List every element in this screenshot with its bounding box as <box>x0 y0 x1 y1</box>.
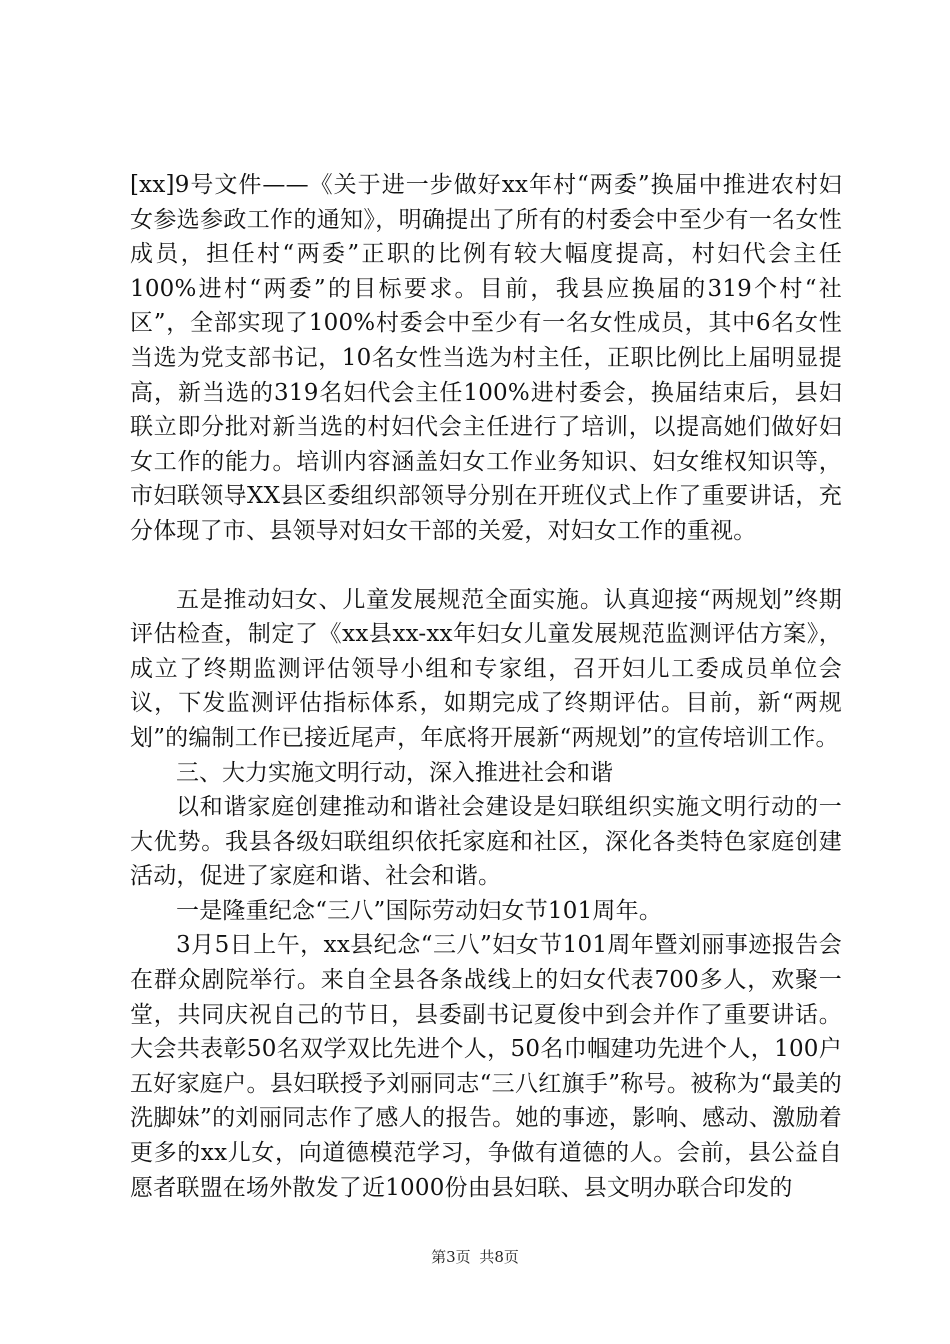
paragraph-womens-day-event: 3月5日上午，xx县纪念“三八”妇女节101周年暨刘丽事迹报告会在群众剧院举行。来自全县各条战线上的妇女代表700多人，欢聚一堂，共同庆祝自己的节日，县委副书记夏俊中到会并作了重要讲话。大会共表彰50名双学双比先进个人，50名巾帼建功先进个人，100户五好家庭户。县妇联授予刘丽同志“三八红旗手”称号。被称为“最美的洗脚妹”的刘丽同志作了感人的报告。她的事迹，影响、感动、激励着更多的xx儿女，向道德模范学习，争做有道德的人。会前，县公益自愿者联盟在场外散发了近1000份由县妇联、县文明办联合印发的 <box>130 932 842 1201</box>
page-number: 第3页 <box>431 1248 471 1266</box>
page-total: 共8页 <box>479 1248 519 1266</box>
paragraph-womens-day-title: 一是隆重纪念“三八”国际劳动妇女节101周年。 <box>176 897 663 924</box>
paragraph-harmonious-family: 以和谐家庭创建推动和谐社会建设是妇联组织实施文明行动的一大优势。我县各级妇联组织依托家庭和社区，深化各类特色家庭创建活动，促进了家庭和谐、社会和谐。 <box>130 794 842 890</box>
document-body <box>130 168 842 1205</box>
paragraph-election-notice: [xx]9号文件——《关于进一步做好xx年村“两委”换届中推进农村妇女参选参政工作的通知》，明确提出了所有的村委会中至少有一名女性成员，担任村“两委”正职的比例有较大幅度提高，村妇代会主任100%进村“两委”的目标要求。目前，我县应换届的319个村“社区”，全部实现了100%村委会中至少有一名女性成员，其中6名女性当选为党支部书记，10名女性当选为村主任，正职比例比上届明显提高，新当选的319名妇代会主任100%进村委会，换届结束后，县妇联立即分批对新当选的村妇代会主任进行了培训，以提高她们做好妇女工作的能力。培训内容涵盖妇女工作业务知识、妇女维权知识等，市妇联领导XX县区委组织部领导分别在开班仪式上作了重要讲话，充分体现了市、县领导对妇女干部的关爱，对妇女工作的重视。 <box>130 172 842 544</box>
page-footer <box>0 1247 950 1267</box>
paragraph-development-plan: 五是推动妇女、儿童发展规范全面实施。认真迎接“两规划”终期评估检查，制定了《xx县xx-xx年妇女儿童发展规范监测评估方案》，成立了终期监测评估领导小组和专家组，召开妇儿工委成员单位会议，下发监测评估指标体系，如期完成了终期评估。目前，新“两规划”的编制工作已接近尾声，年底将开展新“两规划”的宣传培训工作。 <box>130 586 842 751</box>
section-heading-civilization: 三、大力实施文明行动，深入推进社会和谐 <box>176 759 613 786</box>
